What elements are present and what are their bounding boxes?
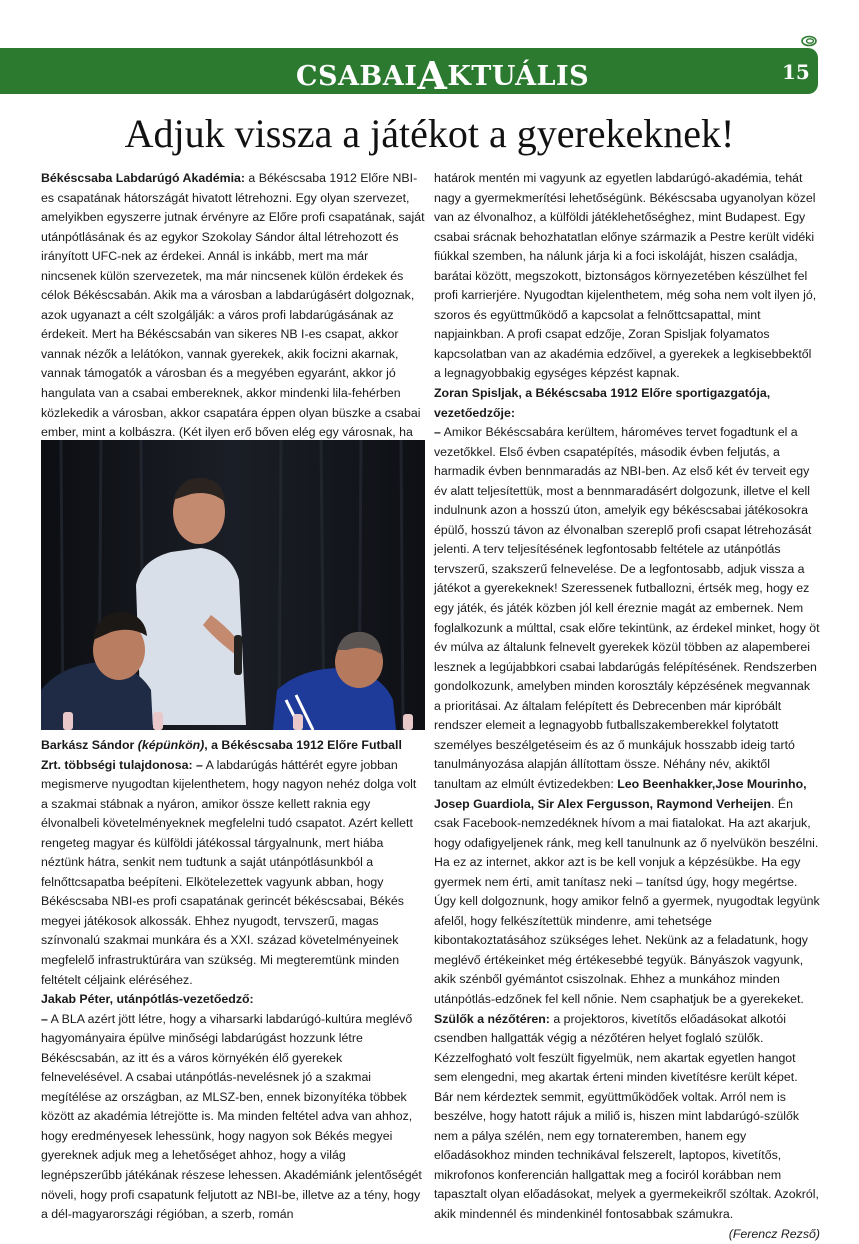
- name-mourinho: Jose Mourinho: [715, 776, 804, 791]
- spisljak-heading: Zoran Spisljak, a Békéscsaba 1912 Előre sportigazgatója, vezetőedzője:: [434, 386, 771, 420]
- barkasz-note: (képünkön): [134, 738, 205, 752]
- author-signature: (Ferencz Rezső): [728, 1226, 820, 1241]
- section-title: [296, 50, 589, 96]
- name-verheijen: Raymond Verheijen: [656, 796, 772, 811]
- paragraph-jakab: [41, 1010, 425, 1225]
- brand-rest: KTUÁLIS: [447, 61, 590, 92]
- paragraph-spisljak: [434, 423, 820, 1009]
- brand-big-letter: A: [417, 53, 448, 98]
- name-beenhakker: Leo Beenhakker: [617, 776, 712, 791]
- paragraph-academy: [41, 169, 425, 462]
- barkasz-text: A labdarúgás háttérét egyre jobban megismerve nyugodtan kijelenthetem, hogy nagyon nehéz dolga volt a szakmai stábnak a nyáron, amikor össze kellett raknia egy élvonalbeli követelményeknek megfelelni tudó csapatot. Azért kellett rengeteg magyar és külföldi játékossal tárgyalnunk, mert hiába néztünk hátra, senkit nem tudtunk a saját utánpótlásunkból a felnőttcsapatba beépíteni. Elkötelezettek vagyunk abban, hogy Békéscsaba NBI-es profi csapatának gerincét békéscsabai, Békés megyei játékosok alkossák. Ehhez nyugodt, tervszerű, magas színvonalú szakmai munkára és a XXI. század követelményeinek megfelelő infrastruktúrára van szükség. Mi megteremtünk minden feltételt céljaink eléréséhez.: [41, 757, 417, 987]
- article-photo: [41, 440, 425, 730]
- page-number: 15: [782, 60, 810, 84]
- name-comma-4: ,: [649, 796, 657, 811]
- article-headline: Adjuk vissza a játékot a gyerekeknek!: [124, 111, 735, 156]
- jakab-heading: Jakab Péter, utánpótlás-vezetőedző:: [41, 992, 254, 1007]
- barkasz-name: Barkász Sándor: [41, 738, 135, 752]
- spisljak-dash: –: [434, 425, 441, 440]
- parents-label: Szülők a nézőtéren:: [434, 1011, 550, 1026]
- paragraph-parents: [434, 1010, 820, 1225]
- left-column-top: [41, 169, 425, 462]
- spisljak-text-b: . Én csak Facebook-nemzedéknek hívom a mai fiatalokat. Ha azt akarjuk, hogy odafigyeljenek ránk, meg kell tanulnunk az ő nyelvükön beszélni. Ha ez az internet, akkor azt is be kell vonjuk a képzésükbe. Ha egy gyermek nem érti, amit tanítasz neki – tanítsd úgy, hogy megértse. Úgy kell dolgoznunk, hogy amikor felnő a gyermek, nyugodtak legyünk afelől, hogy felkészítettük mindenre, ami tehetsége kibontakoztatásához szükséges lehet. Nekünk az a feladatunk, hogy meglévő értékeinket még értékesebbé tegyük. Bányászok vagyunk, akik szénből gyémántot csiszolnak. Ehhez a munkához minden utánpótlás-edzőnek fel kell nőnie. Nem csaphatjuk be a gyerekeket.: [434, 796, 820, 1006]
- photo-illustration: [41, 440, 425, 730]
- brand-small: CSABAI: [296, 61, 418, 92]
- academy-label: Békéscsaba Labdarúgó Akadémia:: [41, 171, 245, 185]
- paragraph-jakab-cont: határok mentén mi vagyunk az egyetlen labdarúgó-akadémia, tehát nagy a gyermekmerítési lehetőségünk. Békéscsaba ugyanolyan közel van az élvonalhoz, a külföldi játéklehetőséghez, mint Budapest. Egy csabai srácnak behozhatatlan előnye származik a Pestre került vidéki fiúkkal szemben, ha nálunk járja ki a foci iskoláját, hiszen családja, barátai között, megszokott, biztonságos környezetében készülhet fel profi karrierjére. Nyugodtan kijelenthetem, még soha nem volt ilyen jó, szoros és együttműködő a kapcsolat a felnőttcsapattal, mint napjainkban. A profi csapat edzője, Zoran Spisljak folyamatos kapcsolatban van az akadémia edzőivel, a gyerekek a legkisebbektől a legnagyobbakig egységes képzést kapnak.: [434, 171, 817, 381]
- paragraph-barkasz: [41, 736, 425, 990]
- left-column-bottom: [41, 736, 425, 1225]
- right-column: [434, 169, 820, 1244]
- name-comma-2: ,: [803, 776, 807, 791]
- academy-text: a Békéscsaba 1912 Előre NBI-es csapatának hátországát hivatott létrehozni. Egy olyan szervezet, amelyikben egyszerre jutnak érvényre az Előre profi csapatának, saját utánpótlásának és az egykor Szokolay Sándor által létrehozott és irányított UFC-nek az érdekei. Annál is inkább, mert ma már nincsenek külön szervezetek, ma már nincsenek külön érdekek és célok Békéscsabán. Akik ma a városban a labdarúgásért dolgoznak, azok ugyanazt a célt szolgálják: a város profi labdarúgásának az érdekeit. Mert ha Békéscsabán van sikeres NB I-es csapat, akkor vannak nézők a lelátókon, vannak gyerekek, akik focizni akarnak, vannak támogatók a városban és a megyében egyaránt, akkor jó hangulata van a csabai embereknek, akkor mindenki lila-fehérben közlekedik a városban, akkor csapatára éppen olyan büszke a csabai ember, mint a kolbászra. (Két ilyen erő bőven elég egy városnak, ha: [41, 171, 425, 440]
- jakab-text: A BLA azért jött létre, hogy a viharsarki labdarúgó-kultúra meglévő hagyományaira épülve minőségi labdarúgást hozzunk létre Békéscsabán, az itt és a város környékén élő gyerekek felnevelésével. A csabai utánpótlás-nevelésnek jó a szakmai megítélése az országban, az MLSZ-ben, ennek bizonyítéka többek között az akadémia létrejötte is. Ma minden feltétel adva van ahhoz, hogy eredményesek lehessünk, hogy nagyon sok Békés megyei gyereknek adjuk meg a lehetőséget ahhoz, hogy a világ legnépszerűbb játékának részese lehessen. Akadémiánk jelentőségét növeli, hogy profi csapatunk feljutott az NBI-be, illetve az a tény, hogy a dél-magyarországi régióban, a szerb, román: [41, 1011, 422, 1222]
- jakab-dash: –: [41, 1011, 48, 1026]
- barkasz-role: , a Békéscsaba 1912 Előre Futball Zrt. többségi tulajdonosa: –: [41, 738, 402, 772]
- name-guardiola: Josep Guardiola: [434, 796, 531, 811]
- name-ferguson: Sir Alex Fergusson: [537, 796, 650, 811]
- parents-text: a projektoros, kivetítős előadásokat alkotói csendben hallgatták végig a nézőtéren helyet foglaló szülők. Kézzelfogható volt feszült figyelmük, nem akartak egyetlen hangot sem elengedni, meg akartak érteni minden kivetítésre került képet. Bár nem kérdeztek semmit, együttműködőek voltak. Arról nem is beszélve, hogy hatott rájuk a miliő is, hiszen mint labdarúgó-szülők nem a pálya szélén, nem egy tornateremben, hanem egy előadásokhoz minden technikával felszerelt, laptopos, kivetítős, mikrofonos konferencián hallgattak meg a fociról korábban nem tapasztalt olyan előadásokat, melyek a gyermekeikről szóltak. Azokról, akik mindennél és mindenkinél fontosabbak számukra.: [434, 1011, 819, 1221]
- name-comma-1: ,: [711, 776, 716, 791]
- swirl-icon: [801, 35, 817, 47]
- spisljak-text-a: Amikor Békéscsabára kerültem, hároméves tervet fogadtunk el a vezetőkkel. Első évben csapatépítés, második évben feljutás, a harmadik évben bennmaradás az NBI-ben. Az első két év terveit egy év alatt teljesítettük, most a bennmaradásért dolgozunk, illetve el kell indulnunk azon a hosszú úton, amelyik egy békéscsabai játékosokra épülő, hosszú távon az élvonalban szereplő profi csapat létrehozását jelenti. A terv teljesítésének legfontosabb feltétele az utánpótlás tervszerű, szakszerű felnevelése. De a legfontosabb, adjuk vissza a játékot a gyerekeknek! Szeressenek futballozni, értsék meg, hogy ez egy játék, és játék közben jól kell érezniе magát az embernek. Nem foglalkozunk a múlttal, csak előre tekintünk, az érdekel minket, hogy öt év múlva az általunk felnevelt gyerekek közül többen az alapemberei lesznek a legújabbkori csabai labdarúgás felépítésének. Rendszerben gondolkozunk, amelyben minden korosztály képzésének megvannak a prioritásai. Az általam felépített és Debrecenben már kipróbált rendszer elemeit a legnagyobb futballszakemberekkel folytatott személyes beszélgetéseim és az ő munkájuk hosszabb ideig tartó tanulmányozása alapján állítottam össze. Néhány név, akiktől tanultam az elmúlt évtizedekben:: [434, 425, 820, 791]
- name-comma-3: ,: [530, 796, 538, 811]
